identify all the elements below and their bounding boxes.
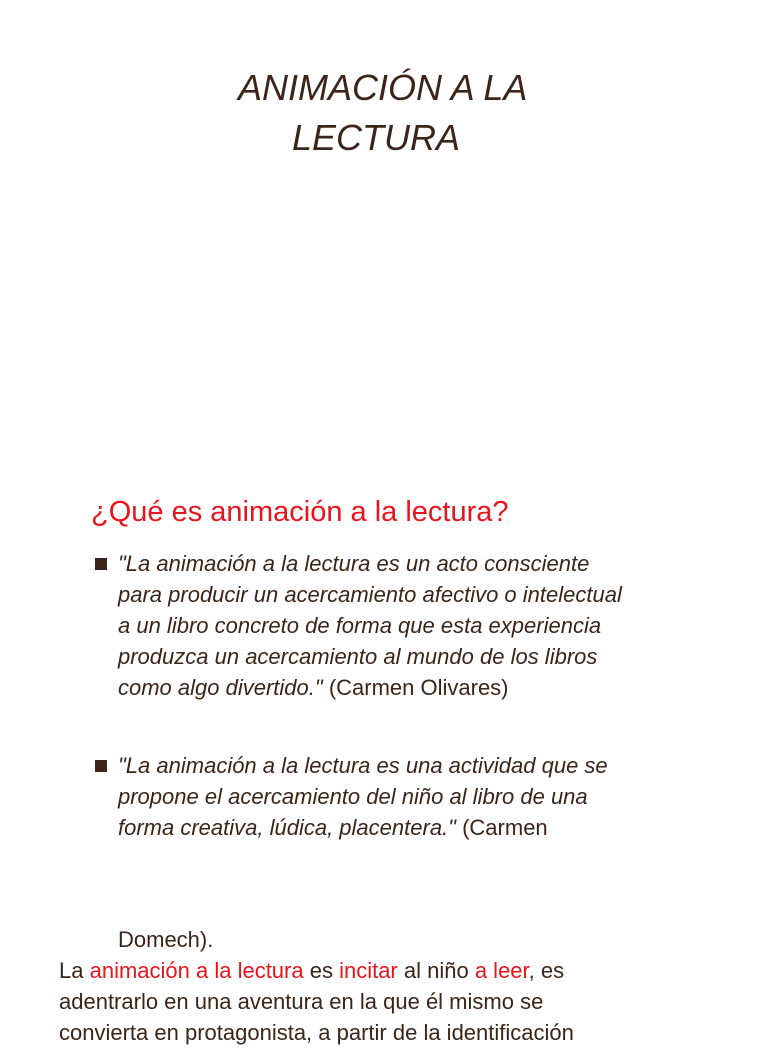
highlight-text: animación a la lectura xyxy=(89,958,304,983)
quote-line: para producir un acercamiento afectivo o intelectual xyxy=(118,582,622,607)
quote-last-line xyxy=(118,672,758,703)
body-paragraph xyxy=(59,955,759,1045)
paragraph-text: La xyxy=(59,958,90,983)
quote-line: produzca un acercamiento al mundo de los libros xyxy=(118,644,598,669)
quote-line: "La animación a la lectura es una actividad que se xyxy=(118,753,608,778)
paragraph-text: al niño xyxy=(397,958,475,983)
square-bullet-icon xyxy=(95,558,107,570)
paragraph-text: es xyxy=(303,958,340,983)
square-bullet-icon xyxy=(95,760,107,772)
quote-line: propone el acercamiento del niño al libro de una xyxy=(118,784,588,809)
quote-author: (Carmen xyxy=(455,815,548,840)
paragraph-line-1 xyxy=(59,955,759,986)
quote-text xyxy=(118,548,758,703)
section-heading: ¿Qué es animación a la lectura? xyxy=(91,496,509,528)
quote-line: a un libro concreto de forma que esta experiencia xyxy=(118,613,602,638)
quote-text xyxy=(118,750,758,843)
title-line-1: ANIMACIÓN A LA xyxy=(238,67,528,108)
quote-last-line xyxy=(118,812,758,843)
highlight-text: incitar xyxy=(339,958,398,983)
quote-line: como algo divertido." xyxy=(118,675,323,700)
quote-line: forma creativa, lúdica, placentera." xyxy=(118,815,456,840)
paragraph-line-3: convierta en protagonista, a partir de la identificación xyxy=(59,1020,574,1045)
title-line-2: LECTURA xyxy=(292,117,461,158)
highlight-text: a leer xyxy=(474,958,529,983)
paragraph-text: , es xyxy=(528,958,565,983)
quote-author: (Carmen Olivares) xyxy=(322,675,509,700)
quote-author-continued: Domech). xyxy=(118,927,214,952)
quote-line: "La animación a la lectura es un acto consciente xyxy=(118,551,590,576)
paragraph-line-2: adentrarlo en una aventura en la que él mismo se xyxy=(59,989,544,1014)
